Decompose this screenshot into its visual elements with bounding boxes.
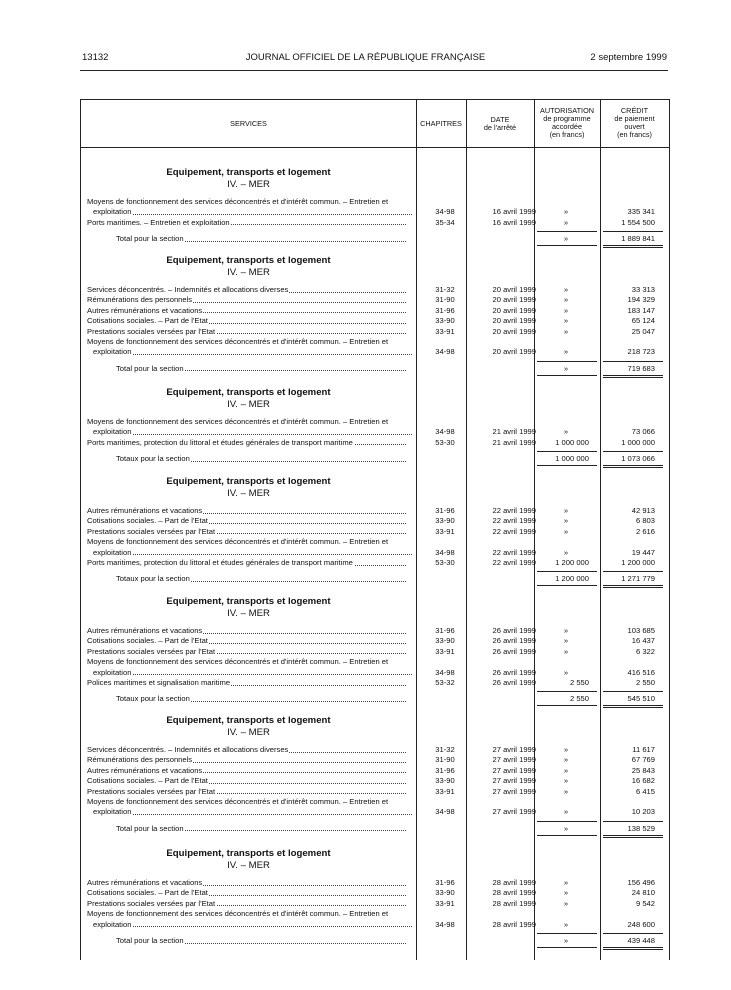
row-label	[87, 295, 406, 305]
total-rule-bottom-credit-2	[603, 837, 663, 838]
row-date: 16 avril 1999	[492, 217, 536, 227]
credits-table	[80, 99, 670, 960]
row-date: 22 avril 1999	[492, 526, 536, 536]
row-credit: 10 203	[631, 807, 655, 817]
col-divider	[416, 100, 417, 960]
row-chapitre: 33-91	[435, 326, 455, 336]
row-label-text: Moyens de fonctionnement des services déconcentrés et d'intérêt commun. – Entretien et	[87, 657, 389, 667]
total-rule-autorisation	[537, 231, 597, 232]
total-label-text: Total pour la section	[116, 234, 184, 244]
total-rule-bottom-autorisation	[537, 835, 597, 836]
row-label	[87, 636, 406, 646]
total-label	[116, 574, 406, 584]
row-label-text: Cotisations sociales. – Part de l'Etat	[87, 888, 208, 898]
row-credit: 218 723	[627, 347, 655, 357]
row-date: 27 avril 1999	[492, 786, 536, 796]
row-chapitre: 34-98	[435, 347, 455, 357]
total-credit: 1 889 841	[621, 234, 655, 244]
row-autorisation: »	[563, 285, 569, 294]
col-header-date-line: DATE	[490, 115, 510, 124]
row-label	[87, 327, 406, 337]
total-label	[116, 234, 406, 244]
total-label	[116, 824, 406, 834]
row-chapitre: 31-90	[435, 295, 455, 305]
row-credit: 25 047	[631, 326, 655, 336]
row-label	[87, 899, 406, 909]
row-date: 20 avril 1999	[492, 305, 536, 315]
row-date: 26 avril 1999	[492, 678, 536, 687]
row-label	[93, 920, 412, 930]
row-date: 20 avril 1999	[492, 326, 536, 336]
total-rule-autorisation	[537, 933, 597, 934]
row-date: 22 avril 1999	[492, 547, 536, 557]
row-credit: 156 496	[627, 878, 655, 887]
col-header-credit-line: de paiement	[614, 114, 655, 123]
row-label	[93, 668, 412, 678]
col-header-credit-line: ouvert	[624, 122, 645, 131]
row-label	[87, 218, 406, 228]
row-autorisation: »	[563, 305, 569, 315]
total-rule-bottom-credit	[603, 835, 663, 836]
row-label	[87, 797, 406, 807]
row-label-text: Prestations sociales versées par l'Etat	[87, 786, 216, 796]
section-subtitle: IV. – MER	[227, 179, 270, 190]
row-autorisation: »	[563, 898, 569, 908]
row-date: 20 avril 1999	[492, 316, 536, 326]
total-rule-bottom-autorisation	[537, 375, 597, 376]
total-credit: 439 448	[627, 936, 655, 945]
row-label-text: Polices maritimes et signalisation maritime	[87, 678, 231, 687]
total-autorisation: 1 000 000	[555, 454, 589, 464]
col-header-date	[466, 116, 534, 132]
row-label-text: Prestations sociales versées par l'Etat	[87, 646, 216, 656]
row-date: 22 avril 1999	[492, 558, 536, 567]
row-label	[87, 537, 406, 547]
row-credit: 11 617	[632, 745, 655, 754]
section-title: Equipement, transports et logement	[166, 167, 331, 178]
row-chapitre: 34-98	[435, 807, 455, 817]
row-credit: 1 000 000	[621, 437, 655, 447]
row-credit: 16 437	[631, 636, 655, 646]
row-label-text: Autres rémunérations et vacations	[87, 765, 203, 775]
row-chapitre: 53-30	[435, 437, 455, 447]
total-rule-bottom-credit-2	[603, 707, 663, 708]
total-rule-bottom-autorisation	[537, 245, 597, 246]
section-subtitle: IV. – MER	[227, 399, 270, 410]
row-label-text: Prestations sociales versées par l'Etat	[87, 526, 216, 536]
row-date: 28 avril 1999	[492, 919, 536, 929]
total-label-text: Total pour la section	[116, 936, 184, 945]
total-rule-autorisation	[537, 571, 597, 572]
row-label	[87, 306, 406, 316]
total-label-text: Totaux pour la section	[116, 454, 190, 464]
row-label-text: Services déconcentrés. – Indemnités et allocations diverses	[87, 285, 289, 294]
row-label-text: exploitation	[93, 807, 132, 817]
total-rule-bottom-credit	[603, 585, 663, 586]
row-label	[87, 678, 406, 688]
row-label-text: Ports maritimes, protection du littoral et études générales de transport maritime	[87, 558, 353, 567]
col-header-autorisation-line: (en francs)	[549, 130, 585, 139]
total-rule-bottom-credit	[603, 947, 663, 948]
section-title: Equipement, transports et logement	[166, 715, 331, 726]
row-date: 28 avril 1999	[492, 898, 536, 908]
row-date: 21 avril 1999	[492, 427, 536, 437]
total-rule-credit	[603, 231, 663, 232]
section-title: Equipement, transports et logement	[166, 596, 331, 607]
section-title: Equipement, transports et logement	[166, 255, 331, 266]
row-date: 27 avril 1999	[492, 765, 536, 775]
col-header-autorisation-line: de programme	[543, 114, 591, 123]
row-credit: 2 550	[635, 678, 655, 687]
row-credit: 103 685	[627, 626, 655, 635]
total-autorisation: 1 200 000	[555, 574, 589, 584]
row-chapitre: 33-91	[435, 898, 455, 908]
row-chapitre: 34-98	[435, 427, 455, 437]
row-autorisation: »	[563, 786, 569, 796]
row-label	[93, 548, 412, 558]
row-chapitre: 53-30	[435, 558, 455, 567]
row-credit: 25 843	[631, 765, 655, 775]
row-credit: 19 447	[631, 547, 655, 557]
section-subtitle: IV. – MER	[227, 860, 270, 871]
row-chapitre: 33-90	[435, 516, 455, 526]
row-label-text: Moyens de fonctionnement des services déconcentrés et d'intérêt commun. – Entretien et	[87, 537, 389, 547]
total-autorisation: »	[563, 823, 569, 833]
row-label-text: Rémunérations des personnels	[87, 755, 193, 765]
total-rule-bottom-credit-2	[603, 949, 663, 950]
row-autorisation: »	[563, 626, 569, 635]
row-label	[87, 755, 406, 765]
total-rule-bottom-autorisation	[537, 947, 597, 948]
row-date: 27 avril 1999	[492, 755, 536, 765]
row-credit: 335 341	[627, 207, 655, 217]
total-rule-autorisation	[537, 821, 597, 822]
row-credit: 6 803	[635, 516, 655, 526]
total-label-text: Total pour la section	[116, 823, 184, 833]
row-chapitre: 33-90	[435, 316, 455, 326]
row-chapitre: 35-34	[435, 217, 455, 227]
row-autorisation: »	[563, 776, 569, 786]
row-date: 21 avril 1999	[492, 437, 536, 447]
row-label-text: Prestations sociales versées par l'Etat	[87, 326, 216, 336]
row-chapitre: 31-32	[435, 285, 455, 294]
row-date: 26 avril 1999	[492, 646, 536, 656]
issue-date: 2 septembre 1999	[590, 52, 667, 63]
row-label-text: Moyens de fonctionnement des services déconcentrés et d'intérêt commun. – Entretien et	[87, 337, 389, 346]
row-label-text: Moyens de fonctionnement des services déconcentrés et d'intérêt commun. – Entretien et	[87, 909, 389, 919]
total-rule-autorisation	[537, 691, 597, 692]
row-date: 27 avril 1999	[492, 745, 536, 754]
section-subtitle: IV. – MER	[227, 727, 270, 738]
row-label	[87, 417, 406, 427]
row-date: 27 avril 1999	[492, 776, 536, 786]
row-label-text: Moyens de fonctionnement des services déconcentrés et d'intérêt commun. – Entretien et	[87, 417, 389, 426]
row-autorisation: »	[563, 745, 569, 754]
row-label	[87, 647, 406, 657]
row-chapitre: 34-98	[435, 919, 455, 929]
row-label-text: Prestations sociales versées par l'Etat	[87, 898, 216, 908]
row-label	[87, 506, 406, 516]
total-rule-bottom-autorisation	[537, 465, 597, 466]
row-label	[93, 807, 412, 817]
section-title: Equipement, transports et logement	[166, 848, 331, 859]
row-date: 20 avril 1999	[492, 347, 536, 357]
total-rule-credit	[603, 361, 663, 362]
row-chapitre: 34-98	[435, 207, 455, 217]
row-label	[87, 888, 406, 898]
row-autorisation: »	[563, 506, 569, 515]
row-date: 20 avril 1999	[492, 285, 536, 294]
row-credit: 65 124	[631, 316, 655, 326]
total-rule-credit	[603, 571, 663, 572]
total-rule-bottom-credit	[603, 465, 663, 466]
row-autorisation: »	[563, 326, 569, 336]
row-autorisation: »	[563, 667, 569, 677]
col-header-autorisation-line: accordée	[551, 122, 583, 131]
row-label	[87, 316, 406, 326]
total-autorisation: »	[563, 363, 569, 373]
row-chapitre: 33-91	[435, 646, 455, 656]
row-label	[87, 657, 406, 667]
row-chapitre: 31-96	[435, 506, 455, 515]
row-label	[93, 347, 412, 357]
row-autorisation: »	[563, 295, 569, 305]
total-rule-credit	[603, 451, 663, 452]
row-autorisation: »	[563, 427, 569, 437]
total-label	[116, 694, 406, 704]
row-date: 28 avril 1999	[492, 878, 536, 887]
row-autorisation: »	[563, 217, 569, 227]
col-header-services: SERVICES	[230, 119, 267, 128]
row-label-text: Ports maritimes. – Entretien et exploitation	[87, 217, 230, 227]
row-credit: 24 810	[631, 888, 655, 898]
total-credit: 719 683	[627, 363, 655, 373]
row-label	[87, 626, 406, 636]
row-date: 20 avril 1999	[492, 295, 536, 305]
row-credit: 42 913	[631, 506, 655, 515]
row-autorisation: »	[563, 878, 569, 887]
page-number: 13132	[82, 52, 109, 63]
row-date: 26 avril 1999	[492, 626, 536, 635]
row-chapitre: 34-98	[435, 547, 455, 557]
row-chapitre: 31-96	[435, 878, 455, 887]
row-chapitre: 33-90	[435, 888, 455, 898]
row-label-text: Autres rémunérations et vacations	[87, 626, 203, 635]
row-autorisation: 1 200 000	[555, 558, 589, 567]
row-label	[87, 197, 406, 207]
row-label	[87, 745, 406, 755]
row-credit: 183 147	[627, 305, 655, 315]
row-label-text: exploitation	[93, 667, 132, 677]
row-autorisation: »	[563, 636, 569, 646]
total-label	[116, 454, 406, 464]
row-label-text: Cotisations sociales. – Part de l'Etat	[87, 776, 208, 786]
total-credit: 138 529	[627, 823, 655, 833]
row-label-text: Cotisations sociales. – Part de l'Etat	[87, 516, 208, 526]
row-label	[93, 207, 412, 217]
row-chapitre: 31-96	[435, 626, 455, 635]
row-chapitre: 31-96	[435, 765, 455, 775]
row-autorisation: »	[563, 516, 569, 526]
row-chapitre: 33-90	[435, 776, 455, 786]
header-rule	[80, 70, 668, 71]
row-credit: 67 769	[631, 755, 655, 765]
row-label-text: Cotisations sociales. – Part de l'Etat	[87, 636, 208, 646]
row-autorisation: »	[563, 316, 569, 326]
row-credit: 73 066	[631, 427, 655, 437]
row-date: 26 avril 1999	[492, 667, 536, 677]
row-credit: 9 542	[635, 898, 655, 908]
row-credit: 16 682	[631, 776, 655, 786]
row-credit: 6 322	[635, 646, 655, 656]
row-credit: 1 554 500	[621, 217, 655, 227]
col-header-autorisation	[534, 107, 600, 139]
row-label-text: Moyens de fonctionnement des services déconcentrés et d'intérêt commun. – Entretien et	[87, 797, 389, 806]
total-label-text: Totaux pour la section	[116, 574, 190, 584]
row-label-text: Services déconcentrés. – Indemnités et allocations diverses	[87, 745, 289, 754]
row-label	[87, 527, 406, 537]
row-credit: 6 415	[635, 786, 655, 796]
total-label	[116, 364, 406, 374]
total-label-text: Total pour la section	[116, 363, 184, 373]
row-credit: 1 200 000	[621, 558, 655, 567]
row-date: 28 avril 1999	[492, 888, 536, 898]
total-credit: 1 271 779	[621, 574, 655, 584]
row-chapitre: 33-90	[435, 636, 455, 646]
row-label-text: exploitation	[93, 919, 132, 929]
total-rule-bottom-credit	[603, 245, 663, 246]
row-label-text: exploitation	[93, 427, 132, 437]
total-rule-bottom-credit-2	[603, 467, 663, 468]
row-label	[87, 558, 406, 568]
row-date: 22 avril 1999	[492, 516, 536, 526]
total-autorisation: »	[563, 936, 569, 945]
row-label-text: Autres rémunérations et vacations	[87, 506, 203, 515]
row-chapitre: 31-90	[435, 755, 455, 765]
row-date: 22 avril 1999	[492, 506, 536, 515]
col-header-credit-line: CRÉDIT	[620, 106, 649, 115]
total-credit: 1 073 066	[621, 454, 655, 464]
row-label-text: exploitation	[93, 347, 132, 357]
row-autorisation: »	[563, 919, 569, 929]
total-rule-credit	[603, 691, 663, 692]
total-rule-credit	[603, 821, 663, 822]
section-title: Equipement, transports et logement	[166, 476, 331, 487]
row-autorisation: »	[563, 526, 569, 536]
section-title: Equipement, transports et logement	[166, 387, 331, 398]
row-autorisation: »	[563, 547, 569, 557]
section-subtitle: IV. – MER	[227, 267, 270, 278]
row-label	[87, 776, 406, 786]
row-label-text: exploitation	[93, 207, 132, 217]
row-chapitre: 31-96	[435, 305, 455, 315]
row-chapitre: 33-91	[435, 526, 455, 536]
col-header-date-line: de l'arrêté	[483, 123, 517, 132]
total-autorisation: 2 550	[569, 694, 589, 704]
row-label-text: Rémunérations des personnels	[87, 295, 193, 305]
total-rule-bottom-credit-2	[603, 247, 663, 248]
col-header-credit-line: (en francs)	[617, 130, 652, 139]
total-rule-autorisation	[537, 361, 597, 362]
row-label	[87, 337, 406, 347]
row-credit: 33 313	[631, 285, 655, 294]
row-label-text: Ports maritimes, protection du littoral et études générales de transport maritime	[87, 437, 353, 447]
row-date: 26 avril 1999	[492, 636, 536, 646]
total-rule-bottom-credit-2	[603, 377, 663, 378]
row-credit: 416 516	[627, 667, 655, 677]
row-label-text: Autres rémunérations et vacations	[87, 305, 203, 315]
col-header-chapitres: CHAPITRES	[420, 119, 462, 128]
row-autorisation: 1 000 000	[555, 437, 589, 447]
row-autorisation: 2 550	[569, 678, 589, 687]
total-credit: 545 510	[627, 694, 655, 704]
total-rule-bottom-credit	[603, 705, 663, 706]
row-label-text: exploitation	[93, 547, 132, 557]
row-autorisation: »	[563, 765, 569, 775]
row-chapitre: 31-32	[435, 745, 455, 754]
section-subtitle: IV. – MER	[227, 488, 270, 499]
row-date: 27 avril 1999	[492, 807, 536, 817]
total-rule-autorisation	[537, 451, 597, 452]
row-credit: 194 329	[627, 295, 655, 305]
row-label	[87, 878, 406, 888]
row-credit: 248 600	[627, 919, 655, 929]
total-rule-credit	[603, 933, 663, 934]
row-autorisation: »	[563, 347, 569, 357]
row-credit: 2 616	[635, 526, 655, 536]
total-autorisation: »	[563, 234, 569, 244]
row-label	[87, 766, 406, 776]
row-chapitre: 34-98	[435, 667, 455, 677]
row-label	[93, 427, 412, 437]
row-date: 16 avril 1999	[492, 207, 536, 217]
row-autorisation: »	[563, 207, 569, 217]
col-header-credit	[600, 107, 669, 139]
total-rule-bottom-credit	[603, 375, 663, 376]
row-chapitre: 33-91	[435, 786, 455, 796]
row-autorisation: »	[563, 755, 569, 765]
row-label	[87, 787, 406, 797]
section-subtitle: IV. – MER	[227, 608, 270, 619]
header-bottom-rule	[81, 147, 669, 148]
row-autorisation: »	[563, 646, 569, 656]
total-rule-bottom-credit-2	[603, 587, 663, 588]
total-label-text: Totaux pour la section	[116, 694, 190, 704]
row-label-text: Moyens de fonctionnement des services déconcentrés et d'intérêt commun. – Entretien et	[87, 197, 389, 206]
row-label	[87, 438, 406, 448]
row-autorisation: »	[563, 888, 569, 898]
col-header-autorisation-line: AUTORISATION	[539, 106, 595, 115]
journal-title: JOURNAL OFFICIEL DE LA RÉPUBLIQUE FRANÇAISE	[245, 52, 486, 63]
total-label	[116, 936, 406, 946]
total-rule-bottom-autorisation	[537, 705, 597, 706]
row-autorisation: »	[563, 807, 569, 817]
row-label	[87, 285, 406, 295]
row-label	[87, 516, 406, 526]
row-label-text: Autres rémunérations et vacations	[87, 878, 203, 887]
row-label-text: Cotisations sociales. – Part de l'Etat	[87, 316, 208, 326]
row-chapitre: 53-32	[435, 678, 455, 687]
row-label	[87, 909, 406, 919]
total-rule-bottom-autorisation	[537, 585, 597, 586]
